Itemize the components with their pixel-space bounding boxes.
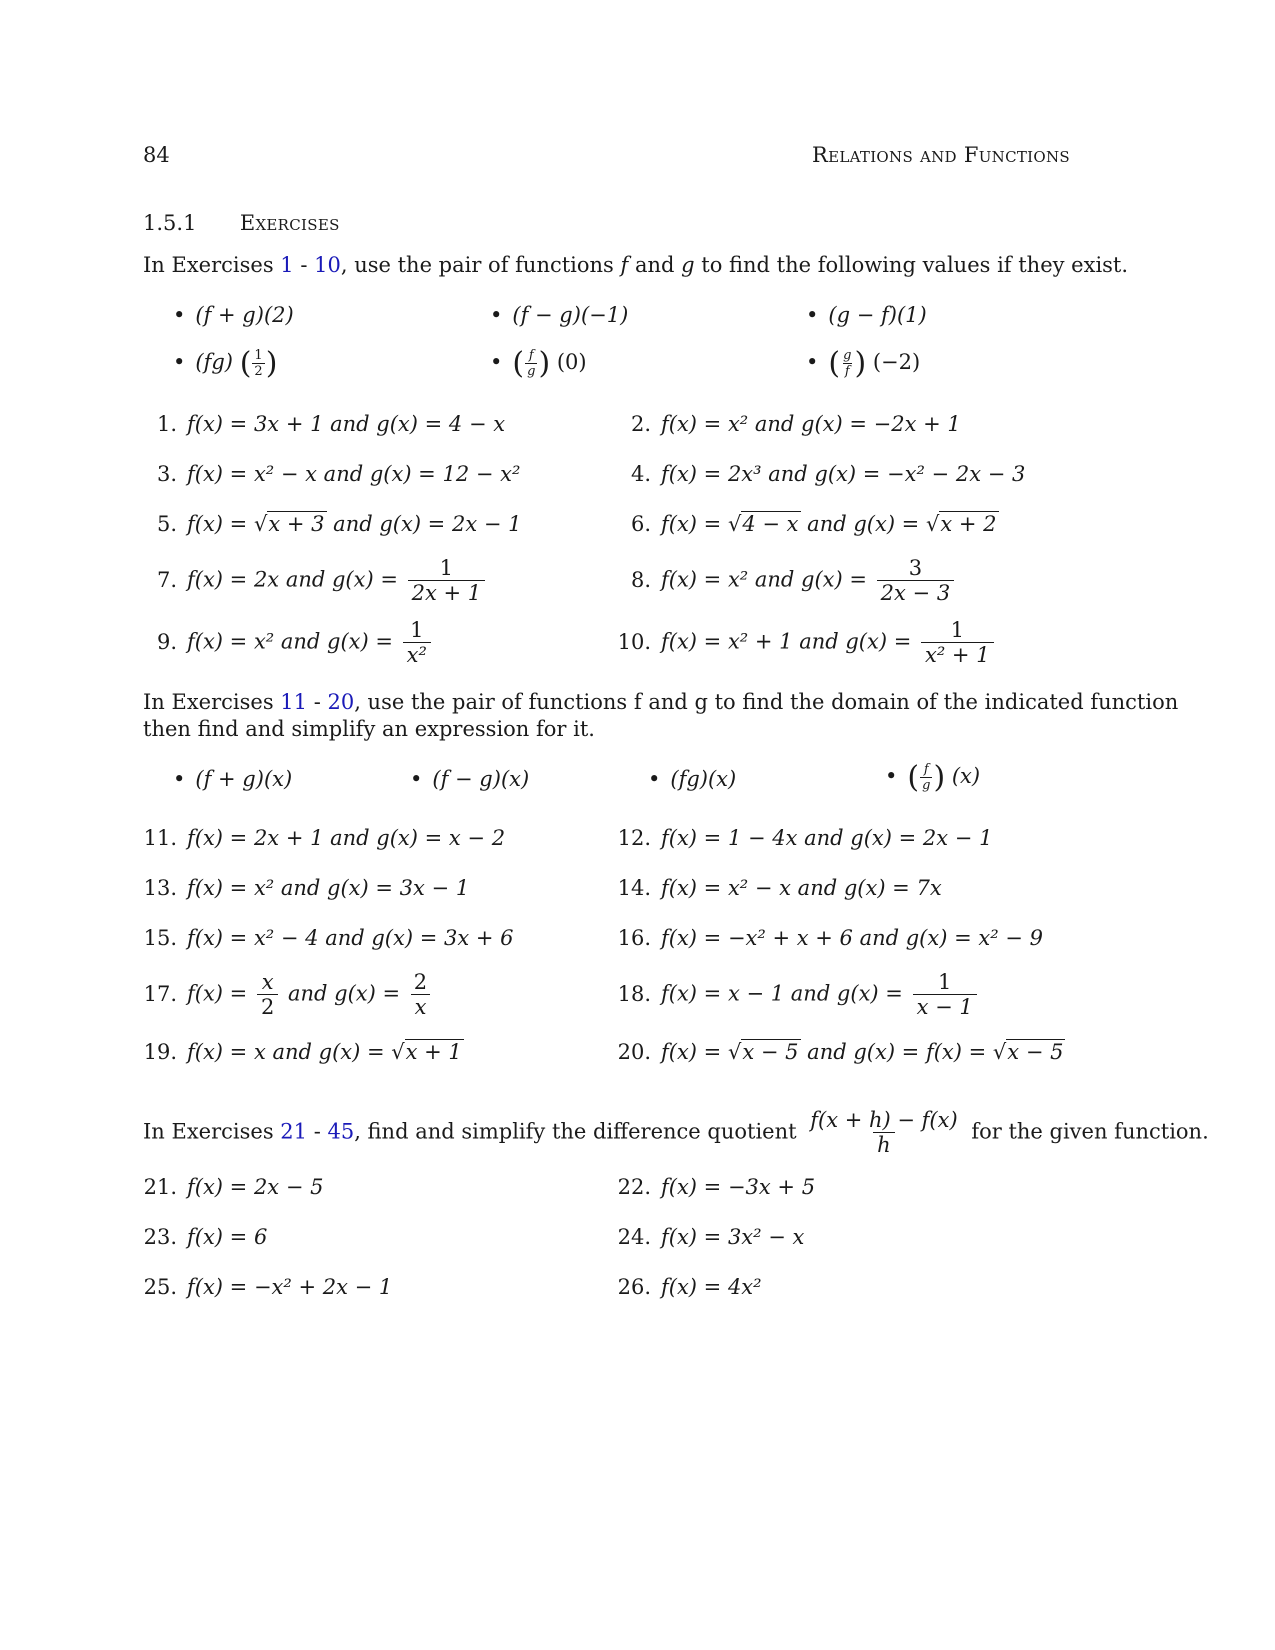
exercise-item: 10. f(x) = x² + 1 and g(x) = $\frac{1}{\text{x² + 1}}$ [617, 618, 997, 668]
list-item: • (f − g)(x) [410, 767, 530, 791]
exercise-item: 9. f(x) = x² and g(x) = $\frac{1}{\text{x²}}$ [143, 618, 434, 668]
list-item: • (f + g)(2) [173, 303, 294, 327]
list-item: • (fg)(x) [648, 767, 737, 791]
difference-quotient: $\frac{f(x + h) - f(x)}{h}$ [810, 1108, 958, 1158]
exercise-item: 14. f(x) = x² − x and g(x) = 7x [617, 876, 942, 900]
exercise-item: 8. f(x) = x² and g(x) = $\frac{3}{2x - 3}$ [617, 556, 957, 606]
link-exercise-10[interactable]: 10 [314, 253, 341, 277]
exercise-item: 16. f(x) = −x² + x + 6 and g(x) = x² − 9 [617, 926, 1043, 950]
page-number: 84 [143, 143, 170, 167]
exercise-item: 6. f(x) = √4 − x and g(x) = √x + 2 [630, 512, 997, 536]
link-exercise-20[interactable]: 20 [327, 690, 355, 714]
intro-exercises-11-20: In Exercises 11 - 20, use the pair of functions f and g to find the domain of the indicated function [143, 690, 1179, 714]
exercise-item: 15. f(x) = x² − 4 and g(x) = 3x + 6 [143, 926, 514, 950]
exercise-item: 12. f(x) = 1 − 4x and g(x) = 2x − 1 [617, 826, 993, 850]
exercise-item: 21. f(x) = 2x − 5 [143, 1175, 324, 1199]
list-item: • ( $\frac{f}{g}$ ) (0) [490, 346, 587, 381]
exercise-item: 11. f(x) = 2x + 1 and g(x) = x − 2 [143, 826, 506, 850]
intro-exercises-1-10: In Exercises 1 - 10, use the pair of functions f and g to find the following values if they exist. [143, 253, 1129, 277]
exercise-item: 1. f(x) = 3x + 1 and g(x) = 4 − x [156, 412, 506, 436]
exercise-item: 19. f(x) = x and g(x) = √x + 1 [143, 1040, 462, 1064]
exercise-item: 2. f(x) = x² and g(x) = −2x + 1 [630, 412, 961, 436]
exercise-item: 4. f(x) = 2x³ and g(x) = −x² − 2x − 3 [630, 462, 1026, 486]
exercise-item: 25. f(x) = −x² + 2x − 1 [143, 1275, 393, 1299]
section-heading [143, 211, 340, 235]
link-exercise-45[interactable]: 45 [327, 1119, 355, 1144]
list-item: • (f − g)(−1) [490, 303, 629, 327]
exercise-item: 18. f(x) = x − 1 and g(x) = $\frac{1}{x - 1}$ [617, 970, 980, 1020]
exercise-item: 22. f(x) = −3x + 5 [617, 1175, 816, 1199]
section-title: Exercises [239, 211, 340, 235]
exercise-item: 5. f(x) = √x + 3 and g(x) = 2x − 1 [156, 512, 522, 536]
list-item: • (g − f)(1) [806, 303, 927, 327]
link-exercise-11[interactable]: 11 [280, 690, 308, 714]
exercise-item: 23. f(x) = 6 [143, 1225, 268, 1249]
link-exercise-1[interactable]: 1 [280, 253, 294, 277]
list-item: • ( $\frac{g}{f}$ ) (−2) [806, 346, 921, 381]
exercise-item: 20. f(x) = √x − 5 and g(x) = f(x) = √x − 5 [617, 1040, 1064, 1064]
section-number: 1.5.1 [143, 211, 197, 235]
exercise-item: 24. f(x) = 3x² − x [617, 1225, 805, 1249]
exercise-item: 13. f(x) = x² and g(x) = 3x − 1 [143, 876, 470, 900]
exercise-item: 17. f(x) = $\frac{x}{2}$ and g(x) = $\frac{2}{x}$ [143, 970, 434, 1020]
list-item: • ( $\frac{f}{g}$ ) (x) [885, 760, 981, 795]
list-item: • (fg) ( $\frac{1}{2}$ ) [173, 346, 278, 381]
exercise-item: 3. f(x) = x² − x and g(x) = 12 − x² [156, 462, 521, 486]
link-exercise-21[interactable]: 21 [280, 1119, 308, 1144]
intro-exercises-21-45: In Exercises 21 - 45, find and simplify the difference quotient $\frac{f(x + h) - f(x)}{h}$ for the given function. [143, 1108, 1209, 1158]
list-item: • (f + g)(x) [173, 767, 293, 791]
intro-exercises-11-20-line2: then find and simplify an expression for it. [143, 717, 595, 741]
running-title: Relations and Functions [811, 143, 1070, 167]
exercise-item: 7. f(x) = 2x and g(x) = $\frac{1}{2x + 1}$ [143, 556, 488, 606]
exercise-item: 26. f(x) = 4x² [617, 1275, 762, 1299]
